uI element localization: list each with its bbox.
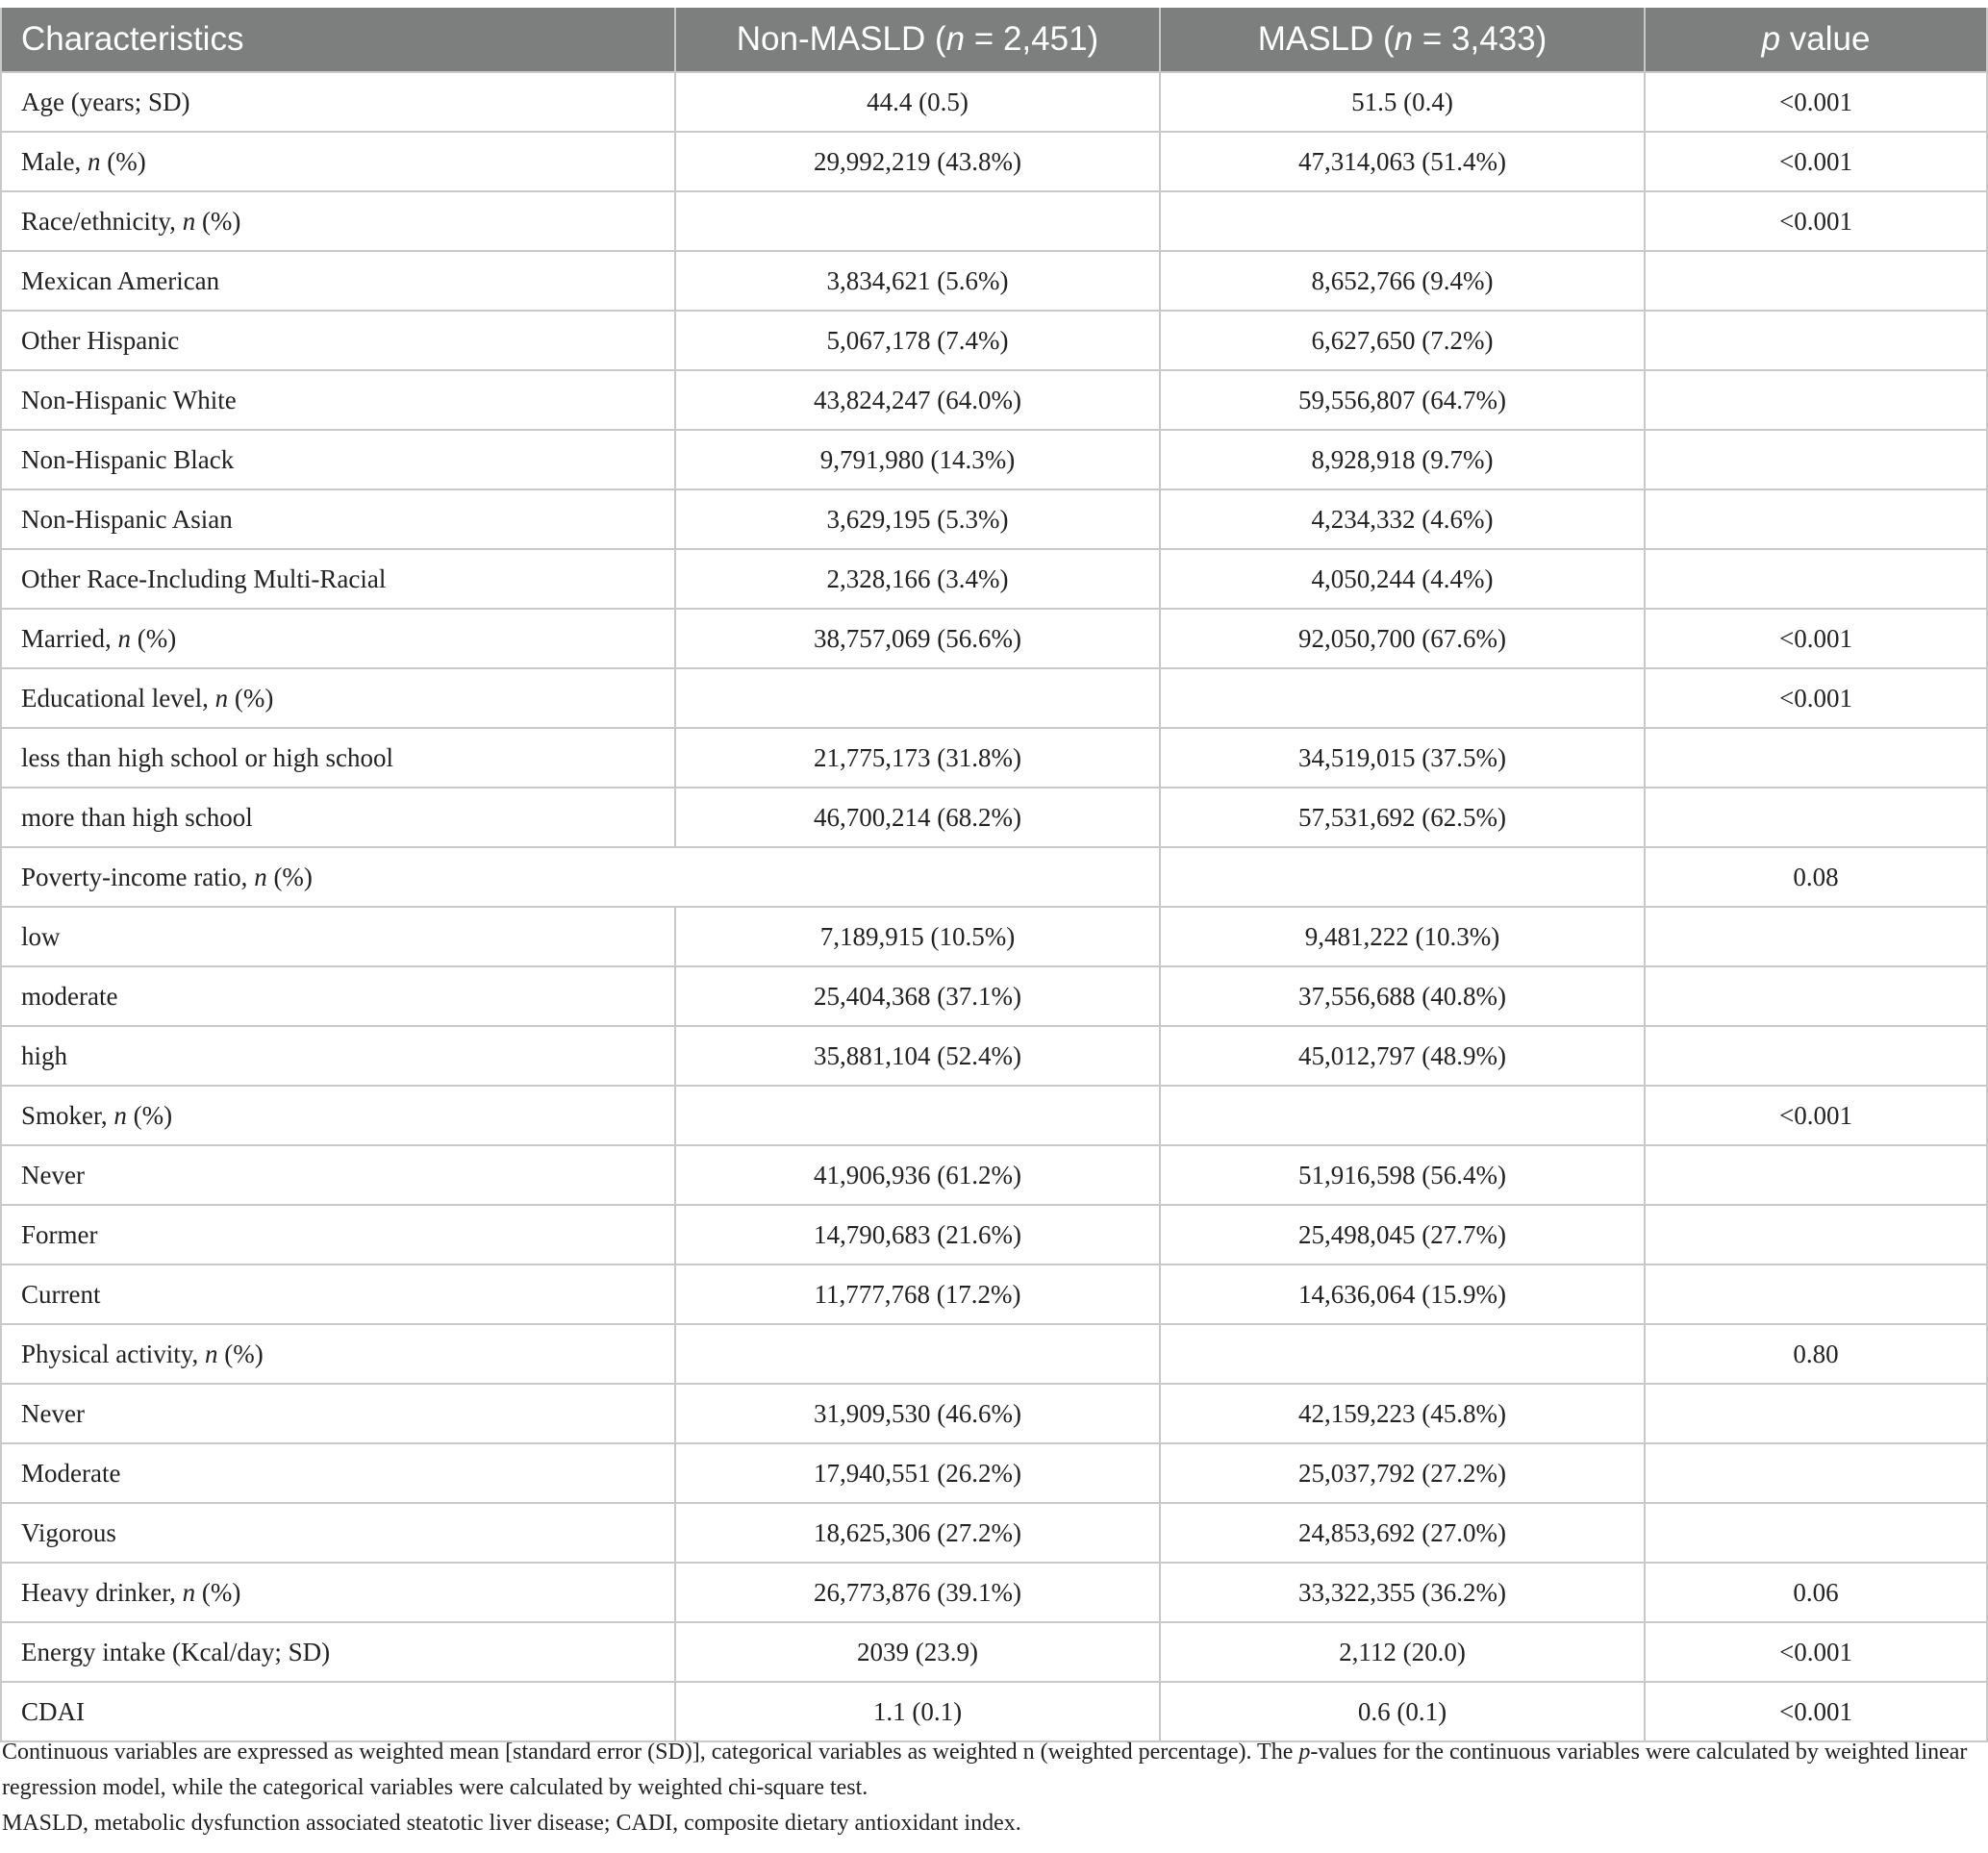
header-row — [1, 8, 1987, 72]
non-masld-cell: 1.1 (0.1) — [675, 1682, 1160, 1741]
table-row — [1, 1145, 1987, 1205]
p-value-cell: <0.001 — [1645, 1682, 1987, 1741]
masld-cell: 4,050,244 (4.4%) — [1160, 549, 1645, 609]
table-row — [1, 72, 1987, 132]
row-label: Never — [1, 1145, 675, 1205]
non-masld-cell: 9,791,980 (14.3%) — [675, 430, 1160, 489]
table-row — [1, 1086, 1987, 1145]
masld-cell — [1160, 847, 1645, 907]
masld-cell: 4,234,332 (4.6%) — [1160, 489, 1645, 549]
table-row — [1, 1265, 1987, 1324]
masld-cell: 25,037,792 (27.2%) — [1160, 1443, 1645, 1503]
table-row — [1, 1563, 1987, 1622]
non-masld-cell: 21,775,173 (31.8%) — [675, 728, 1160, 788]
non-masld-cell: 25,404,368 (37.1%) — [675, 966, 1160, 1026]
table-footnotes — [2, 1735, 1974, 1841]
non-masld-cell: 17,940,551 (26.2%) — [675, 1443, 1160, 1503]
table-row — [1, 609, 1987, 668]
row-label: Non-Hispanic White — [1, 370, 675, 430]
p-value-cell — [1645, 907, 1987, 966]
masld-cell: 51,916,598 (56.4%) — [1160, 1145, 1645, 1205]
non-masld-cell: 2,328,166 (3.4%) — [675, 549, 1160, 609]
row-label: Current — [1, 1265, 675, 1324]
non-masld-cell: 2039 (23.9) — [675, 1622, 1160, 1682]
p-value-cell: <0.001 — [1645, 668, 1987, 728]
non-masld-cell: 38,757,069 (56.6%) — [675, 609, 1160, 668]
masld-cell: 25,498,045 (27.7%) — [1160, 1205, 1645, 1265]
non-masld-cell: 5,067,178 (7.4%) — [675, 311, 1160, 370]
non-masld-cell: 3,834,621 (5.6%) — [675, 251, 1160, 311]
row-label: low — [1, 907, 675, 966]
p-value-cell — [1645, 430, 1987, 489]
p-value-cell — [1645, 1443, 1987, 1503]
table-row — [1, 311, 1987, 370]
non-masld-cell: 43,824,247 (64.0%) — [675, 370, 1160, 430]
row-label: moderate — [1, 966, 675, 1026]
table-row — [1, 728, 1987, 788]
masld-cell: 33,322,355 (36.2%) — [1160, 1563, 1645, 1622]
p-value-cell — [1645, 311, 1987, 370]
masld-cell — [1160, 1324, 1645, 1384]
table-row — [1, 370, 1987, 430]
masld-cell: 24,853,692 (27.0%) — [1160, 1503, 1645, 1563]
table-row — [1, 1205, 1987, 1265]
table-row — [1, 668, 1987, 728]
p-value-cell — [1645, 1145, 1987, 1205]
masld-cell: 0.6 (0.1) — [1160, 1682, 1645, 1741]
p-value-cell — [1645, 370, 1987, 430]
row-label: Moderate — [1, 1443, 675, 1503]
footnote-methods: Continuous variables are expressed as weighted mean [standard error (SD)], categorical variables as weighted n (weighted percentage). The p-values for the continuous variables were calculated by weighted linear regression model, while the categorical variables were calculated by weighted chi-square test. — [2, 1740, 1968, 1800]
table-row — [1, 1443, 1987, 1503]
p-value-cell — [1645, 489, 1987, 549]
p-value-cell — [1645, 788, 1987, 847]
masld-cell: 59,556,807 (64.7%) — [1160, 370, 1645, 430]
masld-cell: 9,481,222 (10.3%) — [1160, 907, 1645, 966]
table-row — [1, 1622, 1987, 1682]
non-masld-cell: 11,777,768 (17.2%) — [675, 1265, 1160, 1324]
table-row — [1, 1682, 1987, 1741]
masld-cell — [1160, 668, 1645, 728]
row-label: Age (years; SD) — [1, 72, 675, 132]
masld-cell: 14,636,064 (15.9%) — [1160, 1265, 1645, 1324]
masld-cell: 34,519,015 (37.5%) — [1160, 728, 1645, 788]
row-label: Vigorous — [1, 1503, 675, 1563]
row-label: Poverty-income ratio, n (%) — [1, 847, 1160, 907]
header-characteristics: Characteristics — [1, 8, 675, 72]
masld-cell — [1160, 191, 1645, 251]
table-row — [1, 1503, 1987, 1563]
masld-cell: 45,012,797 (48.9%) — [1160, 1026, 1645, 1086]
non-masld-cell: 41,906,936 (61.2%) — [675, 1145, 1160, 1205]
non-masld-cell: 29,992,219 (43.8%) — [675, 132, 1160, 191]
non-masld-cell: 44.4 (0.5) — [675, 72, 1160, 132]
row-label: Smoker, n (%) — [1, 1086, 675, 1145]
table-row — [1, 549, 1987, 609]
characteristics-table — [0, 8, 1988, 1742]
p-value-cell: 0.06 — [1645, 1563, 1987, 1622]
p-value-cell — [1645, 251, 1987, 311]
footnote-abbreviations: MASLD, metabolic dysfunction associated steatotic liver disease; CADI, composite dietary antioxidant index. — [2, 1811, 1021, 1836]
masld-cell: 92,050,700 (67.6%) — [1160, 609, 1645, 668]
row-label: Physical activity, n (%) — [1, 1324, 675, 1384]
p-value-cell: <0.001 — [1645, 72, 1987, 132]
row-label: Non-Hispanic Asian — [1, 489, 675, 549]
table-row — [1, 1324, 1987, 1384]
row-label: more than high school — [1, 788, 675, 847]
row-label: Race/ethnicity, n (%) — [1, 191, 675, 251]
p-value-cell — [1645, 1265, 1987, 1324]
non-masld-cell: 14,790,683 (21.6%) — [675, 1205, 1160, 1265]
row-label: Heavy drinker, n (%) — [1, 1563, 675, 1622]
row-label: high — [1, 1026, 675, 1086]
row-label: Energy intake (Kcal/day; SD) — [1, 1622, 675, 1682]
header-p-value: p value — [1645, 8, 1987, 72]
row-label: less than high school or high school — [1, 728, 675, 788]
row-label: Other Race-Including Multi-Racial — [1, 549, 675, 609]
row-label: Married, n (%) — [1, 609, 675, 668]
table-row — [1, 132, 1987, 191]
non-masld-cell — [675, 1086, 1160, 1145]
non-masld-cell: 46,700,214 (68.2%) — [675, 788, 1160, 847]
table-row — [1, 847, 1987, 907]
header-non-masld: Non-MASLD (n = 2,451) — [675, 8, 1160, 72]
row-label: Never — [1, 1384, 675, 1443]
p-value-cell — [1645, 728, 1987, 788]
table-row — [1, 1384, 1987, 1443]
masld-cell: 37,556,688 (40.8%) — [1160, 966, 1645, 1026]
masld-cell: 57,531,692 (62.5%) — [1160, 788, 1645, 847]
masld-cell: 2,112 (20.0) — [1160, 1622, 1645, 1682]
row-label: Educational level, n (%) — [1, 668, 675, 728]
row-label: Other Hispanic — [1, 311, 675, 370]
non-masld-cell: 3,629,195 (5.3%) — [675, 489, 1160, 549]
masld-cell: 42,159,223 (45.8%) — [1160, 1384, 1645, 1443]
p-value-cell — [1645, 549, 1987, 609]
table-header — [1, 8, 1987, 72]
non-masld-cell: 7,189,915 (10.5%) — [675, 907, 1160, 966]
table-row — [1, 966, 1987, 1026]
p-value-cell — [1645, 1205, 1987, 1265]
table-row — [1, 430, 1987, 489]
row-label: Non-Hispanic Black — [1, 430, 675, 489]
table-row — [1, 191, 1987, 251]
table-row — [1, 907, 1987, 966]
p-value-cell: 0.08 — [1645, 847, 1987, 907]
p-value-cell: <0.001 — [1645, 1622, 1987, 1682]
masld-cell: 8,928,918 (9.7%) — [1160, 430, 1645, 489]
p-value-cell — [1645, 1026, 1987, 1086]
non-masld-cell: 31,909,530 (46.6%) — [675, 1384, 1160, 1443]
masld-cell: 47,314,063 (51.4%) — [1160, 132, 1645, 191]
non-masld-cell — [675, 668, 1160, 728]
table-row — [1, 1026, 1987, 1086]
p-value-cell: <0.001 — [1645, 132, 1987, 191]
row-label: Mexican American — [1, 251, 675, 311]
header-masld: MASLD (n = 3,433) — [1160, 8, 1645, 72]
p-value-cell: <0.001 — [1645, 1086, 1987, 1145]
masld-cell: 6,627,650 (7.2%) — [1160, 311, 1645, 370]
p-value-cell: <0.001 — [1645, 609, 1987, 668]
masld-cell — [1160, 1086, 1645, 1145]
non-masld-cell: 35,881,104 (52.4%) — [675, 1026, 1160, 1086]
row-label: Male, n (%) — [1, 132, 675, 191]
table-row — [1, 251, 1987, 311]
non-masld-cell — [675, 1324, 1160, 1384]
p-value-cell — [1645, 1503, 1987, 1563]
masld-cell: 51.5 (0.4) — [1160, 72, 1645, 132]
table-container — [0, 8, 1988, 1742]
table-row — [1, 788, 1987, 847]
p-value-cell: <0.001 — [1645, 191, 1987, 251]
row-label: CDAI — [1, 1682, 675, 1741]
non-masld-cell: 18,625,306 (27.2%) — [675, 1503, 1160, 1563]
p-value-cell: 0.80 — [1645, 1324, 1987, 1384]
p-value-cell — [1645, 1384, 1987, 1443]
p-value-cell — [1645, 966, 1987, 1026]
table-body — [1, 72, 1987, 1741]
masld-cell: 8,652,766 (9.4%) — [1160, 251, 1645, 311]
non-masld-cell — [675, 191, 1160, 251]
non-masld-cell: 26,773,876 (39.1%) — [675, 1563, 1160, 1622]
row-label: Former — [1, 1205, 675, 1265]
table-row — [1, 489, 1987, 549]
